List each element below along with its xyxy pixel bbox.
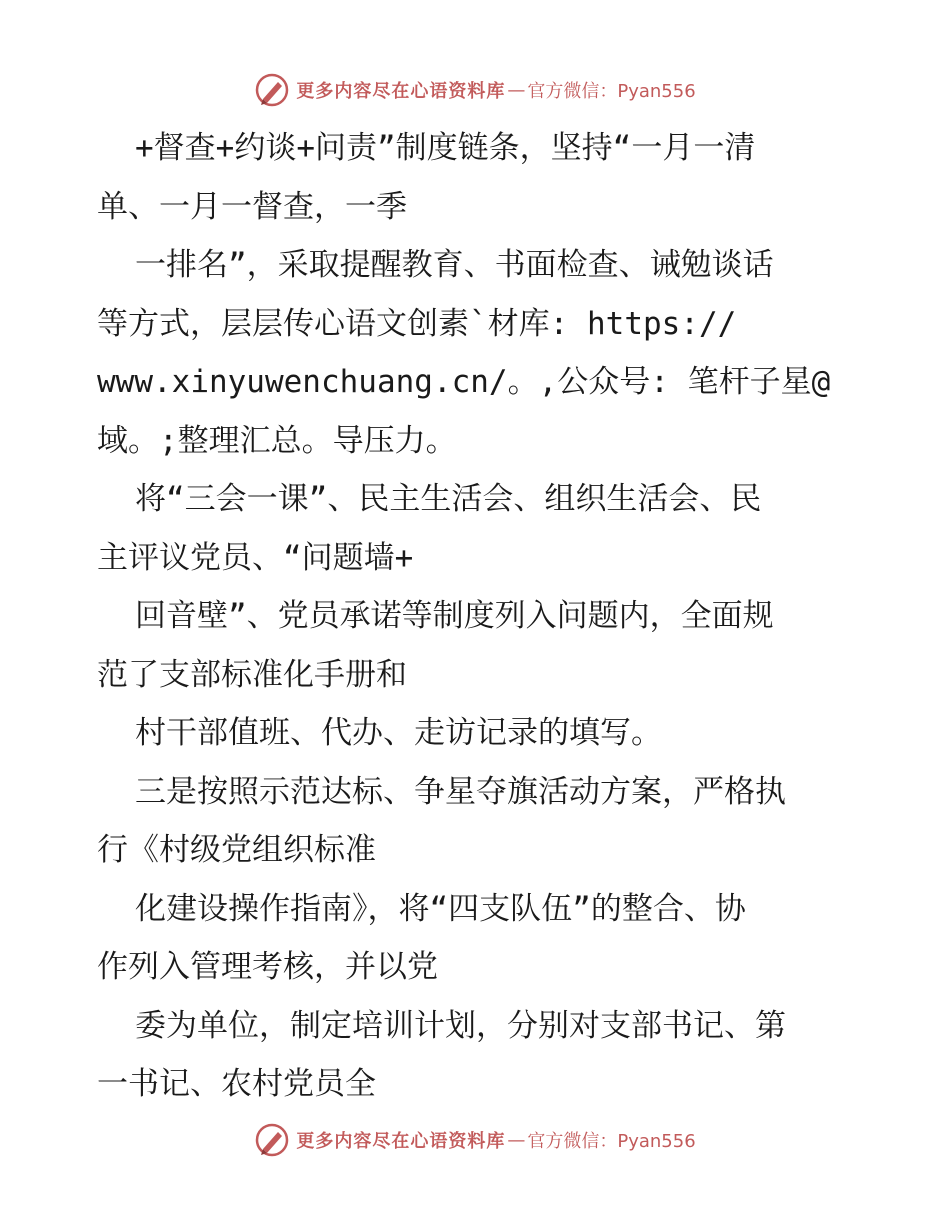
text-line: 将“三会一课”、民主生活会、组织生活会、民 [135, 481, 762, 517]
banner-wechat: 官方微信：Pyan556 [527, 81, 696, 102]
text-line: 回音壁”、党员承诺等制度列入问题内，全面规 [135, 598, 774, 634]
text-line: 作列入管理考核，并以党 [97, 949, 438, 985]
header-banner [0, 70, 950, 110]
text-line: 化建设操作指南》，将“四支队伍”的整合、协 [135, 890, 746, 927]
banner-dash: — [507, 1129, 526, 1151]
text-line: www.xinyuwenchuang.cn/。,公众号: 笔杆子星@ [97, 364, 831, 400]
text-line: 等方式，层层传心语文创素`材库: https:// [97, 305, 737, 342]
text-line: 一书记、农村党员全 [97, 1066, 376, 1102]
text-line: 行《村级党组织标准 [97, 832, 376, 868]
text-line: 单、一月一督查，一季 [97, 188, 407, 225]
footer-banner [0, 1120, 950, 1160]
text-line: 一排名”，采取提醒教育、书面检查、诫勉谈话 [135, 247, 774, 283]
text-line: 委为单位，制定培训计划，分别对支部书记、第 [135, 1007, 786, 1044]
banner-dash: — [507, 79, 526, 101]
pen-circle-logo-icon [254, 1122, 290, 1158]
text-line: +督查+约谈+问责”制度链条，坚持“一月一清 [135, 130, 756, 166]
pen-circle-logo-icon [254, 72, 290, 108]
text-line: 主评议党员、“问题墙+ [97, 539, 414, 576]
banner-site-name: 更多内容尽在心语资料库 [296, 81, 506, 102]
banner-wechat: 官方微信：Pyan556 [527, 1131, 696, 1152]
document-body [97, 119, 857, 1114]
text-line: 村干部值班、代办、走访记录的填写。 [135, 715, 662, 751]
text-line: 三是按照示范达标、争星夺旗活动方案，严格执 [135, 773, 786, 810]
text-line: 范了支部标准化手册和 [97, 656, 407, 693]
text-line: 域。;整理汇总。导压力。 [97, 422, 457, 459]
banner-site-name: 更多内容尽在心语资料库 [296, 1131, 506, 1152]
